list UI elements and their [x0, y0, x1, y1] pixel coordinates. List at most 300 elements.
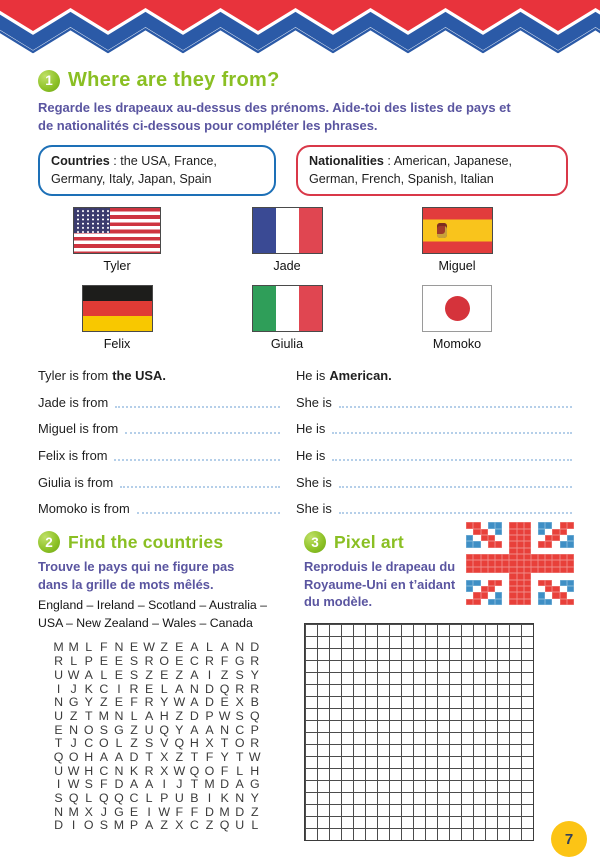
model-pixel [502, 599, 509, 605]
section2-title: Find the countries [68, 531, 224, 552]
word-search-letter: Q [174, 736, 185, 751]
word-search-letter: T [54, 736, 63, 751]
word-search-letter: W [173, 695, 186, 710]
word-search-letter: K [84, 681, 93, 696]
countries-label: Countries [51, 153, 110, 168]
word-search-letter: X [205, 736, 214, 751]
word-search-letter: I [117, 681, 121, 696]
word-list-line1: England – Ireland – Scotland – Australia – [38, 597, 268, 612]
word-search-letter: J [100, 804, 107, 819]
sentence-left [38, 447, 282, 463]
word-search-letter: B [190, 791, 199, 806]
word-search-letter: T [235, 749, 244, 764]
word-search-letter: Z [130, 736, 138, 751]
word-search-letter: U [144, 722, 154, 737]
word-search-letter: Y [175, 722, 184, 737]
word-search-letter: J [176, 777, 183, 792]
sentence-pronoun: She is [296, 394, 332, 410]
word-search-letter: K [129, 763, 139, 778]
word-search-letter: L [85, 791, 93, 806]
word-search-letter: F [175, 804, 184, 819]
word-search-letter: A [190, 667, 199, 682]
word-search-letter: Z [250, 804, 259, 819]
section1-instructions: Regarde les drapeaux au-dessus des prénoms. Aide-toi des listes de pays et de nationalités ci-dessous pour compléter les phrases. [38, 100, 511, 134]
word-search-letter: C [84, 736, 94, 751]
section1-heading [38, 69, 574, 92]
word-search-letter: S [129, 667, 139, 682]
word-search-letter: A [114, 749, 124, 764]
word-search-letter: U [235, 818, 245, 833]
page-number: 7 [564, 830, 574, 848]
word-search-letter: I [56, 777, 61, 792]
word-search-letter: I [71, 818, 76, 833]
word-search-letter: R [144, 695, 154, 710]
section3-number-badge: 3 [304, 531, 326, 553]
word-search-letter: J [70, 736, 77, 751]
answer-line[interactable] [339, 394, 572, 408]
word-search-letter: E [144, 681, 154, 696]
word-search-letter: R [129, 681, 139, 696]
word-search-letter: E [114, 654, 124, 669]
word-search-letter: M [219, 804, 230, 819]
section1-number-badge: 1 [38, 70, 60, 92]
word-search-letter: Z [175, 667, 184, 682]
word-search-letter: H [84, 763, 94, 778]
word-search-letter: E [129, 640, 139, 655]
word-search-letter: W [158, 804, 171, 819]
word-search-letter: N [114, 640, 124, 655]
sentence-subject: Momoko is from [38, 501, 130, 517]
word-search-letter: N [114, 708, 124, 723]
flags-grid [32, 207, 574, 351]
model-pixel [524, 599, 531, 605]
sentence-subject: Jade is from [38, 394, 109, 410]
word-search-letter: P [129, 818, 139, 833]
word-search-letter: O [68, 749, 79, 764]
sentence-row [38, 368, 574, 383]
word-search-letter: D [205, 695, 214, 710]
word-search-letter: Q [114, 791, 124, 806]
word-search-letter: O [159, 654, 170, 669]
word-search-letter: R [144, 763, 154, 778]
word-search-letter: T [145, 749, 153, 764]
usa-flag [73, 207, 161, 254]
country-word-list [38, 597, 290, 633]
word-search-letter: X [160, 749, 169, 764]
word-search-letter: D [205, 681, 214, 696]
nationalities-label: Nationalities [309, 153, 384, 168]
word-search-letter: O [99, 736, 109, 751]
model-pixel [552, 599, 559, 605]
word-search-letter: C [129, 791, 139, 806]
word-search-letter: P [250, 722, 259, 737]
word-search-letter: N [114, 763, 124, 778]
word-search-letter: F [220, 654, 229, 669]
word-search-letter: N [54, 695, 64, 710]
word-search-letter: A [144, 777, 154, 792]
word-search-letter: F [220, 763, 229, 778]
word-search-letter: M [98, 708, 109, 723]
france-flag [252, 207, 323, 254]
sentence-row [38, 394, 574, 410]
word-search-letter: B [250, 695, 259, 710]
word-search-letter: S [144, 736, 154, 751]
word-search-letter: M [68, 804, 79, 819]
section2-instructions: Trouve le pays qui ne figure pas dans la grille de mots mêlés. [38, 559, 235, 592]
reference-boxes [38, 145, 574, 196]
word-search-letter: O [204, 763, 215, 778]
word-search-letter: F [130, 695, 138, 710]
word-search-letter: A [129, 777, 139, 792]
sentence-right [296, 394, 574, 410]
word-search-letter: D [250, 640, 260, 655]
sentence-right [296, 420, 574, 436]
section3 [304, 531, 574, 841]
section1-title: Where are they from? [68, 69, 280, 91]
word-search-letter: L [100, 667, 108, 682]
section3-instructions: Reproduis le drapeau du Royaume-Uni en t’aidant du modèle. [304, 559, 456, 609]
sentence-left [38, 474, 282, 490]
word-search-letter: N [189, 681, 199, 696]
word-search-letter: L [236, 763, 244, 778]
word-search-letter: R [250, 681, 260, 696]
word-search-letter: D [129, 749, 139, 764]
person-jade [202, 207, 372, 273]
word-search-letter: H [159, 708, 169, 723]
model-pixel [517, 599, 524, 605]
zigzag-border [0, 0, 600, 56]
word-list-line2: USA – New Zealand – Wales – Canada [38, 615, 253, 630]
word-search-letter: N [235, 640, 245, 655]
word-search-letter: T [190, 749, 199, 764]
answer-line[interactable] [114, 447, 280, 461]
word-search-letter: Q [53, 749, 64, 764]
sentence-row [38, 420, 574, 436]
word-search-letter: E [175, 654, 184, 669]
person-felix [32, 285, 202, 351]
word-search-letter: E [160, 667, 169, 682]
word-search-letter: G [68, 695, 79, 710]
sentence-left [38, 394, 282, 410]
word-search-letter: N [220, 722, 230, 737]
pixel-art-drawing-grid[interactable] [304, 623, 534, 841]
model-pixel [560, 599, 567, 605]
countries-box [38, 145, 276, 196]
word-search-letter: C [189, 818, 199, 833]
word-search-letter: L [70, 654, 78, 669]
word-search-letter: W [67, 667, 80, 682]
word-search-letter: P [205, 708, 214, 723]
sentence-subject: Felix is from [38, 447, 108, 463]
sentence-pronoun: He is [296, 368, 326, 384]
sentence-left [38, 420, 282, 436]
word-search-letter: W [248, 749, 261, 764]
word-search-letter: Y [220, 749, 229, 764]
sentence-subject: Miguel is from [38, 421, 119, 437]
word-search-letter: W [173, 763, 186, 778]
answer-line[interactable] [332, 447, 572, 461]
sentence-row [38, 500, 574, 516]
word-search-letter: L [115, 736, 123, 751]
word-search-letter: I [162, 777, 166, 792]
sentence-right [296, 447, 574, 463]
word-search-letter: G [249, 777, 260, 792]
spain-flag [422, 207, 493, 254]
word-search-letter: Z [175, 749, 184, 764]
sentence-row [38, 474, 574, 490]
germany-flag [82, 285, 153, 332]
word-search-letter: A [144, 708, 154, 723]
model-pixel [567, 599, 574, 605]
sentence-left [38, 368, 282, 383]
word-search-letter: Q [159, 722, 170, 737]
sentence-pronoun: She is [296, 501, 332, 517]
word-search-letter: H [189, 736, 199, 751]
sentence-pronoun: He is [296, 447, 326, 463]
word-search-letter: M [68, 640, 79, 655]
word-search-letter: R [250, 654, 260, 669]
nationalities-list: : American, Japanese, German, French, Spanish, Italian [309, 153, 512, 186]
word-search-letter: S [84, 777, 93, 792]
section3-title: Pixel art [334, 531, 404, 552]
word-search-letter: S [235, 708, 244, 723]
word-search-letter: U [54, 708, 64, 723]
word-search-letter: N [235, 791, 245, 806]
person-name: Felix [103, 337, 131, 352]
word-search-letter: Y [84, 695, 93, 710]
word-search-letter: I [56, 681, 61, 696]
word-search-letter: Q [219, 818, 230, 833]
word-search-letter: X [160, 763, 169, 778]
section2-heading [38, 531, 290, 553]
word-search-letter: S [129, 654, 139, 669]
model-pixel [495, 599, 502, 605]
answer-line[interactable] [120, 474, 280, 488]
person-miguel [372, 207, 542, 273]
word-search-letter: F [190, 804, 199, 819]
word-search-letter: E [220, 695, 229, 710]
person-name: Momoko [432, 337, 482, 352]
person-momoko [372, 285, 542, 351]
word-search-letter: A [235, 777, 244, 792]
word-search-letter: G [234, 654, 245, 669]
lower-sections [38, 531, 574, 841]
person-name: Jade [273, 259, 301, 274]
word-search-letter: Q [189, 763, 200, 778]
word-search-letter: A [220, 640, 229, 655]
word-search-letter: M [113, 818, 125, 833]
word-search-letter: Z [145, 667, 153, 682]
word-search-letter: P [160, 791, 169, 806]
word-search-letter: H [250, 763, 260, 778]
word-search-letter: A [205, 722, 214, 737]
word-search-letter: Z [130, 722, 138, 737]
word-search-letter: O [234, 736, 245, 751]
word-search-letter: S [235, 667, 244, 682]
word-search-letter: T [220, 736, 229, 751]
word-search-letter: D [205, 804, 214, 819]
word-search-letter: M [53, 640, 64, 655]
word-search-letter: S [54, 791, 63, 806]
word-search-letter: W [67, 763, 80, 778]
word-search-letter: L [85, 640, 93, 655]
word-search-letter: O [83, 818, 94, 833]
sentence-subject: Giulia is from [38, 474, 114, 490]
word-search-letter: U [54, 763, 64, 778]
word-search-letter: E [114, 667, 124, 682]
word-search-letter: R [144, 654, 154, 669]
word-search-letter: A [190, 722, 199, 737]
word-search-letter: F [100, 640, 108, 655]
word-search-letter: Y [160, 695, 169, 710]
word-search-letter: V [160, 736, 169, 751]
sentence-right [296, 474, 574, 490]
model-pixel [531, 599, 538, 605]
model-pixel [473, 599, 480, 605]
word-search-letter: R [54, 654, 64, 669]
word-search-letter: A [190, 695, 199, 710]
word-search-letter: Q [249, 708, 260, 723]
word-search-letter: Y [250, 667, 259, 682]
word-search-letter: R [205, 654, 214, 669]
word-search-letter: N [69, 722, 79, 737]
word-search-letter: Z [160, 818, 168, 833]
word-search-letter: Z [160, 640, 168, 655]
word-search-letter: L [206, 640, 213, 655]
answer-line[interactable] [125, 420, 280, 434]
word-search-letter: Z [100, 695, 108, 710]
word-search-letter: X [235, 695, 244, 710]
word-search-letter: E [54, 722, 63, 737]
word-search-letter: Z [220, 667, 229, 682]
sentence-left [38, 500, 282, 516]
answer-line[interactable] [339, 500, 572, 514]
word-search-letter: D [189, 708, 199, 723]
italy-flag [252, 285, 323, 332]
word-search-letter: A [144, 818, 154, 833]
word-search-grid[interactable] [51, 641, 262, 833]
sentence-row [38, 447, 574, 463]
answer-line[interactable] [137, 500, 280, 514]
word-search-letter: Z [69, 708, 78, 723]
word-search-letter: L [160, 681, 168, 696]
sentence-answer: the USA. [112, 368, 166, 384]
model-pixel [466, 599, 473, 605]
word-search-letter: L [130, 708, 138, 723]
japan-flag [422, 285, 492, 332]
word-search-letter: C [99, 681, 109, 696]
answer-line[interactable] [115, 394, 280, 408]
sentence-right [296, 368, 574, 383]
sentence-pronoun: He is [296, 421, 326, 437]
word-search-letter: S [99, 818, 108, 833]
word-search-letter: Y [250, 791, 259, 806]
word-search-letter: Q [219, 681, 230, 696]
word-search-letter: Z [205, 818, 214, 833]
word-search-letter: C [235, 722, 245, 737]
word-search-letter: U [54, 667, 64, 682]
word-search-letter: D [114, 777, 124, 792]
word-search-letter: X [84, 804, 93, 819]
person-name: Giulia [270, 337, 304, 352]
word-search-letter: G [114, 722, 124, 737]
sentence-pronoun: She is [296, 474, 332, 490]
word-search-letter: E [114, 695, 124, 710]
answer-line[interactable] [332, 420, 572, 434]
page-content [0, 56, 600, 841]
word-search-letter: N [54, 804, 64, 819]
page-number-badge [551, 821, 587, 857]
word-search-letter: E [175, 640, 184, 655]
sentence-answer: American. [329, 368, 392, 384]
word-search-letter: A [84, 667, 93, 682]
fill-in-sentences [38, 368, 574, 516]
word-search-letter: I [207, 791, 212, 806]
word-search-letter: D [220, 777, 230, 792]
sentence-right [296, 500, 574, 516]
section2-number-badge: 2 [38, 531, 60, 553]
word-search-letter: K [220, 791, 229, 806]
word-search-letter: H [84, 749, 94, 764]
word-search-letter: F [100, 777, 108, 792]
model-pixel [545, 599, 552, 605]
answer-line[interactable] [339, 474, 572, 488]
word-search-letter: A [99, 749, 108, 764]
word-search-letter: T [190, 777, 199, 792]
word-search-letter: F [205, 749, 214, 764]
person-name: Tyler [103, 259, 131, 274]
section2 [38, 531, 290, 841]
word-search-letter: R [235, 681, 245, 696]
word-search-letter: A [190, 640, 199, 655]
model-pixel [481, 599, 488, 605]
word-search-letter: X [175, 818, 184, 833]
word-search-letter: I [207, 667, 212, 682]
word-search-letter: D [54, 818, 64, 833]
word-search-letter: W [143, 640, 155, 655]
word-search-letter: D [235, 804, 245, 819]
word-search-letter: E [99, 654, 108, 669]
word-search-letter: A [175, 681, 184, 696]
word-search-letter: T [84, 708, 93, 723]
word-search-letter: M [204, 777, 215, 792]
person-name: Miguel [438, 259, 476, 274]
word-search-letter: Z [175, 708, 184, 723]
word-search-letter: R [250, 736, 260, 751]
word-search-letter: G [114, 804, 124, 819]
word-search-letter: E [129, 804, 139, 819]
person-tyler [32, 207, 202, 273]
word-search-letter: W [67, 777, 80, 792]
model-pixel [488, 599, 495, 605]
word-search-letter: L [145, 791, 153, 806]
model-pixel [509, 599, 516, 605]
union-jack-pixel-model [466, 522, 574, 605]
person-giulia [202, 285, 372, 351]
word-search-letter: J [70, 681, 77, 696]
word-search-letter: Q [99, 791, 109, 806]
word-search-letter: P [84, 654, 93, 669]
word-search-letter: I [147, 804, 151, 819]
word-search-letter: O [83, 722, 94, 737]
word-search-letter: U [174, 791, 184, 806]
word-search-letter: C [99, 763, 109, 778]
word-search-letter: W [218, 708, 231, 723]
word-search-letter: L [251, 818, 259, 833]
word-search-letter: Q [68, 791, 79, 806]
model-pixel [538, 599, 545, 605]
sentence-subject: Tyler is from [38, 368, 109, 384]
